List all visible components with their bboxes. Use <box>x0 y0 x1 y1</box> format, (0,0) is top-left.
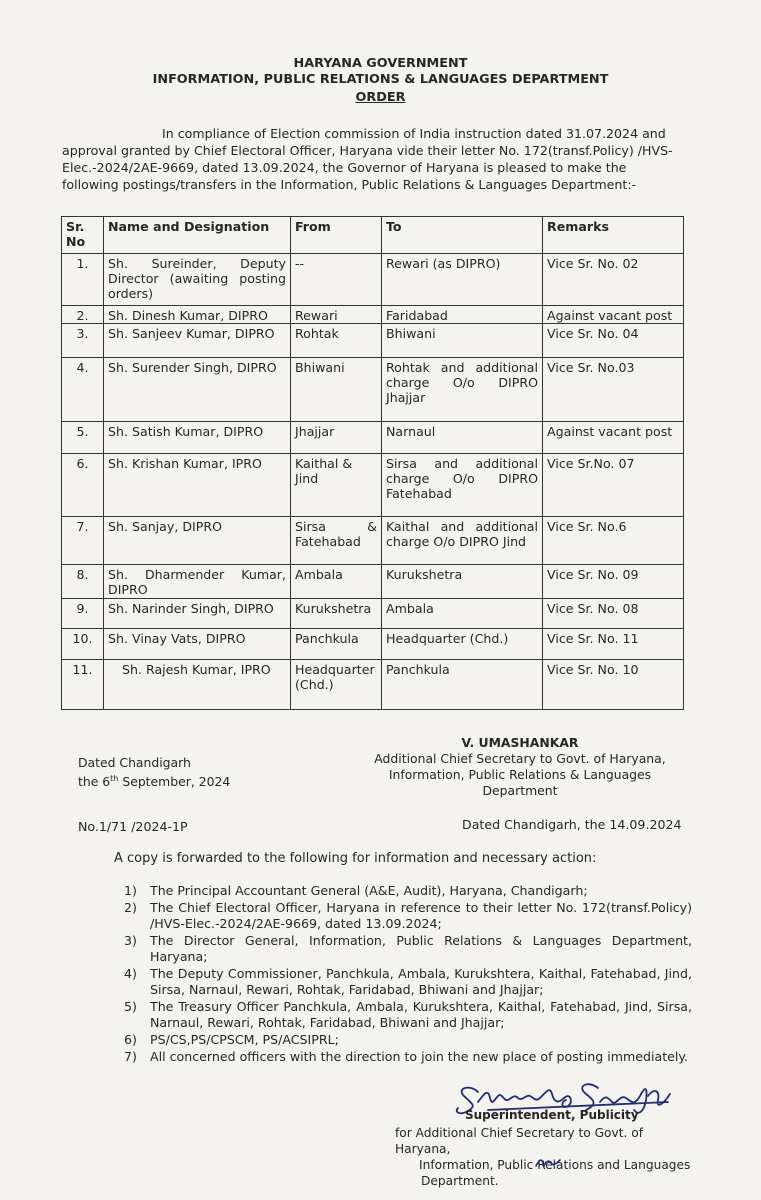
table-row <box>62 254 684 306</box>
second-signatory-line-2: Information, Public Relations and Languages <box>419 1158 691 1172</box>
cell-from: Ambala <box>291 565 382 599</box>
list-item-text: All concerned officers with the direction to join the new place of posting immediately. <box>150 1049 689 1064</box>
cell-from: Headquarter (Chd.) <box>291 660 382 710</box>
list-item <box>124 1049 692 1065</box>
cell-to: Bhiwani <box>382 324 543 358</box>
table-row <box>62 599 684 629</box>
cell-to: Ambala <box>382 599 543 629</box>
cell-sr: 2. <box>62 306 104 324</box>
cell-sr: 9. <box>62 599 104 629</box>
cell-remarks: Vice Sr. No.03 <box>543 358 684 422</box>
cell-to: Rewari (as DIPRO) <box>382 254 543 306</box>
list-item-number: 7) <box>124 1049 137 1064</box>
table-row <box>62 629 684 660</box>
list-item-text: The Director General, Information, Public Relations & Languages Department, Haryana; <box>150 933 692 964</box>
signatory-title-2: Information, Public Relations & Languages <box>388 767 652 782</box>
cell-from: Panchkula <box>291 629 382 660</box>
table-row <box>62 358 684 422</box>
cell-name: Sh. Krishan Kumar, IPRO <box>104 454 291 517</box>
intro-line-2: approval granted by Chief Electoral Officer, Haryana vide their letter No. 172(transf.Policy) /HVS- <box>62 143 673 158</box>
list-item-number: 2) <box>124 900 137 915</box>
cell-sr: 7. <box>62 517 104 565</box>
cell-sr: 6. <box>62 454 104 517</box>
signatory-title-1: Additional Chief Secretary to Govt. of Haryana, <box>374 751 666 766</box>
list-item-number: 6) <box>124 1032 137 1047</box>
list-item <box>124 966 692 998</box>
header-from: From <box>291 217 382 254</box>
header-department: INFORMATION, PUBLIC RELATIONS & LANGUAGES DEPARTMENT <box>152 72 609 87</box>
cell-sr: 5. <box>62 422 104 454</box>
second-signatory-line-3: Department. <box>421 1174 499 1188</box>
header-name: Name and Designation <box>104 217 291 254</box>
list-item-number: 1) <box>124 883 137 898</box>
cell-to: Sirsa and additional charge O/o DIPRO Fatehabad <box>382 454 543 517</box>
cell-remarks: Vice Sr. No. 10 <box>543 660 684 710</box>
cell-to: Faridabad <box>382 306 543 324</box>
cell-from: Sirsa & Fatehabad <box>291 517 382 565</box>
list-item-number: 5) <box>124 999 137 1014</box>
cell-to: Narnaul <box>382 422 543 454</box>
cell-remarks: Vice Sr. No. 08 <box>543 599 684 629</box>
endorsement-number: No.1/71 /2024-1P <box>78 819 188 834</box>
cell-to: Kurukshetra <box>382 565 543 599</box>
cell-remarks: Against vacant post <box>543 422 684 454</box>
cell-name: Sh. Narinder Singh, DIPRO <box>104 599 291 629</box>
table-row <box>62 660 684 710</box>
cell-from: -- <box>291 254 382 306</box>
cell-from: Rohtak <box>291 324 382 358</box>
list-item <box>124 883 692 899</box>
cell-sr: 1. <box>62 254 104 306</box>
list-item-text: The Chief Electoral Officer, Haryana in reference to their letter No. 172(transf.Policy) /HVS-Elec.-2024/2AE-9669, dated 13.09.2024; <box>150 900 692 931</box>
cell-to: Rohtak and additional charge O/o DIPRO Jhajjar <box>382 358 543 422</box>
header-order: ORDER <box>355 90 406 105</box>
table-row <box>62 517 684 565</box>
cell-sr: 3. <box>62 324 104 358</box>
list-item-text: The Treasury Officer Panchkula, Ambala, Kurukshtera, Kaithal, Fatehabad, Jind, Sirsa, Narnaul, Rewari, Rohtak, Faridabad, Bhiwani and Jhajjar; <box>150 999 692 1030</box>
signatory-name: V. UMASHANKAR <box>461 735 579 750</box>
cell-remarks: Vice Sr. No. 11 <box>543 629 684 660</box>
intro-line-1: In compliance of Election commission of India instruction dated 31.07.2024 and <box>162 126 666 141</box>
table-row <box>62 324 684 358</box>
cell-remarks: Vice Sr.No. 07 <box>543 454 684 517</box>
signatory-block <box>350 735 690 799</box>
cell-name: Sh. Surender Singh, DIPRO <box>104 358 291 422</box>
dated-date <box>78 771 230 790</box>
cell-from: Rewari <box>291 306 382 324</box>
list-item-text: The Deputy Commissioner, Panchkula, Ambala, Kurukshtera, Kaithal, Fatehabad, Jind, Sirsa, Narnaul, Rewari, Rohtak, Faridabad, Bhiwani and Jhajjar; <box>150 966 692 997</box>
endorsement-date: Dated Chandigarh, the 14.09.2024 <box>462 817 682 832</box>
intro-paragraph <box>62 125 682 193</box>
cell-name: Sh. Dharmender Kumar, DIPRO <box>104 565 291 599</box>
cell-remarks: Against vacant post <box>543 306 684 324</box>
cell-sr: 4. <box>62 358 104 422</box>
copy-forward-line: A copy is forwarded to the following for information and necessary action: <box>114 851 597 866</box>
cell-from: Jhajjar <box>291 422 382 454</box>
header-sr-no: Sr. No <box>62 217 104 254</box>
copy-list <box>124 883 692 1066</box>
cell-to: Headquarter (Chd.) <box>382 629 543 660</box>
superintendent-title: Superintendent, Publicity <box>465 1108 639 1122</box>
dated-date-post: September, 2024 <box>118 774 231 790</box>
dated-date-pre: the 6 <box>78 774 111 790</box>
second-signatory-line-1: for Additional Chief Secretary to Govt. of Haryana, <box>395 1126 643 1156</box>
cell-from: Bhiwani <box>291 358 382 422</box>
postings-table <box>61 216 684 710</box>
intro-line-4: following postings/transfers in the Information, Public Relations & Languages Department:- <box>62 177 637 192</box>
table-row <box>62 454 684 517</box>
list-item <box>124 900 692 932</box>
list-item-number: 4) <box>124 966 137 981</box>
cell-name: Sh. Rajesh Kumar, IPRO <box>104 660 291 710</box>
initial-mark <box>534 1156 562 1170</box>
cell-name: Sh. Sureinder, Deputy Director (awaiting posting orders) <box>104 254 291 306</box>
list-item <box>124 999 692 1031</box>
cell-to: Panchkula <box>382 660 543 710</box>
cell-sr: 8. <box>62 565 104 599</box>
list-item-number: 3) <box>124 933 137 948</box>
cell-name: Sh. Dinesh Kumar, DIPRO <box>104 306 291 324</box>
list-item-text: The Principal Accountant General (A&E, Audit), Haryana, Chandigarh; <box>150 883 588 898</box>
table-row <box>62 306 684 324</box>
cell-to: Kaithal and additional charge O/o DIPRO Jind <box>382 517 543 565</box>
table-row <box>62 422 684 454</box>
cell-sr: 10. <box>62 629 104 660</box>
cell-remarks: Vice Sr. No. 09 <box>543 565 684 599</box>
cell-name: Sh. Sanjeev Kumar, DIPRO <box>104 324 291 358</box>
list-item <box>124 933 692 965</box>
cell-remarks: Vice Sr. No. 04 <box>543 324 684 358</box>
cell-name: Sh. Satish Kumar, DIPRO <box>104 422 291 454</box>
cell-name: Sh. Vinay Vats, DIPRO <box>104 629 291 660</box>
cell-name: Sh. Sanjay, DIPRO <box>104 517 291 565</box>
dated-date-sup: th <box>110 774 119 783</box>
table-header-row <box>62 217 684 254</box>
cell-remarks: Vice Sr. No. 02 <box>543 254 684 306</box>
intro-line-3: Elec.-2024/2AE-9669, dated 13.09.2024, the Governor of Haryana is pleased to make the <box>62 160 627 175</box>
list-item <box>124 1032 692 1048</box>
header-remarks: Remarks <box>543 217 684 254</box>
cell-remarks: Vice Sr. No.6 <box>543 517 684 565</box>
dated-place: Dated Chandigarh <box>78 755 191 770</box>
header-to: To <box>382 217 543 254</box>
table-row <box>62 565 684 599</box>
header-government: HARYANA GOVERNMENT <box>293 56 468 71</box>
signatory-title-3: Department <box>482 783 558 798</box>
dated-block <box>78 755 230 790</box>
list-item-text: PS/CS,PS/CPSCM, PS/ACSIPRL; <box>150 1032 339 1047</box>
cell-from: Kurukshetra <box>291 599 382 629</box>
cell-sr: 11. <box>62 660 104 710</box>
cell-from: Kaithal & Jind <box>291 454 382 517</box>
